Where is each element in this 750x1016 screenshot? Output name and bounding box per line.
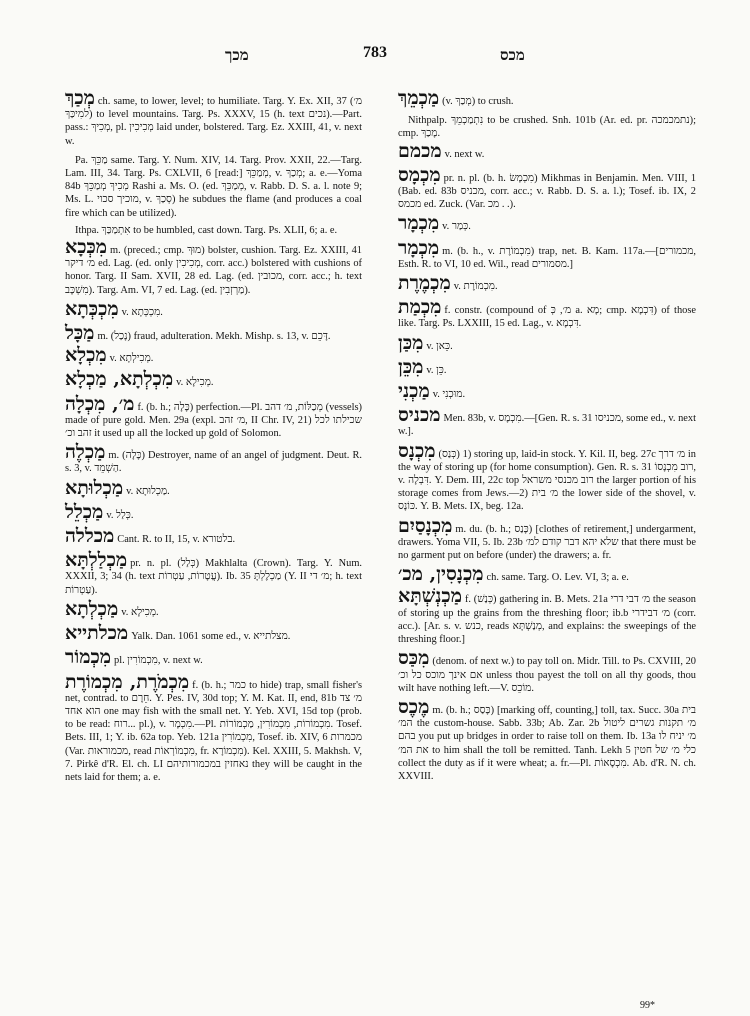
signature-mark: 99*: [640, 1000, 655, 1011]
dictionary-entry: [65, 500, 362, 523]
entry-headword: מַכְלַלְתָּא: [65, 549, 128, 572]
entry-headword: מַכְלְתָא: [65, 597, 119, 620]
dictionary-entry: [398, 272, 696, 295]
entry-definition: v. מְכִילְתָא.: [109, 353, 154, 365]
dictionary-entry: [65, 297, 362, 320]
entry-headword: מִכְמַת: [398, 296, 442, 319]
entry-headword: מַכְנְשְׁתָּא: [398, 585, 462, 608]
entry-definition: Cant. R. to II, 15, v. בלטורא.: [117, 534, 236, 546]
entry-definition: pl. מִכְמוֹרִין, v. next w.: [114, 655, 203, 667]
page-number: 783: [363, 44, 387, 61]
entry-definition: v. מְכִילָא.: [176, 377, 214, 389]
entry-headword: מַכְמֵךְ: [398, 87, 440, 109]
entry-headword: מִכְּכָא: [65, 236, 108, 259]
entry-headword: מִכְכְּתָא: [65, 297, 119, 320]
entry-headword: מִכֵּן: [398, 355, 424, 378]
dictionary-entry: [398, 163, 697, 212]
entry-definition: (v. מְכַךְ) to crush.: [442, 96, 514, 107]
entry-definition: v. מַכְלוּתָא.: [126, 485, 170, 497]
header-left-word: מכך: [225, 48, 249, 64]
entry-definition: Pa. מַכֵּךְ same. Targ. Y. Num. XIV, 14. Targ. Prov. XXII, 22.—Targ. Lam. III, 34. Targ. Ps. CXLVII, 6 [read:] מְמַכֵּךְ, v. מְכַךְ; a. e.—Yoma 84b מְכִיךְ מְמַכֵּךְ Rashi a. Ms. O. (ed. מְמַכֵּךְ, v. Rabb. D. S. a. l. note 9; Ms. L. מוכיך סכוי, v. סְכַךְ) he subdues the flame (and produces a coal fire which can be utilized).: [65, 154, 363, 219]
entry-headword: מִכַּס: [398, 647, 430, 670]
entry-definition: f. (b. h.; כמר to hide) trap, small fisher's net, contrad. to חֵרֶם. Y. Pes. IV, 30d top; Y. M. Kat. II, end, 81b מ׳ צד הוא אחד one may fish with the small net. Y. Yeb. XVI, 15d top (prob. to be read: רוח... pl.), v. מִכְמָר.—Pl. מִכְמוֹרוֹת, מִכְמוֹרִין, מַכְמוֹרוֹת. Tosef. Bets. III, 1; Y. ib. 62a top. Yeb. 121a מִכְמוֹרִין, Tosef. ib. XIV, 6 מכמרות (Var. מכמוראות, read מִכְמוֹרְאוֹת, fr. מִכְמוֹרָא). Kel. XXIII, 5. Makhsh. V, 7. Pirkê d'R. El. ch. LI נאחזין במכמורותיהם they will be caught in the nets laid for them; a. e.: [65, 679, 363, 783]
entry-headword: מִכְמָר: [398, 236, 440, 259]
entry-definition: ch. same, to lower, level; to humiliate. Targ. Y. Ex. XII, 37 (מ׳ למִיכַּךְ) to level mountains. Targ. Ps. XXXV, 15 (h. text נכים).—Part. pass.: מְכִיךְ, pl. מְכִיכִין laid under, bolstered. Targ. Ez. XXIII, 41, v. next w.: [65, 96, 362, 147]
dictionary-entry: [65, 670, 363, 785]
entry-definition: v. כֵּאן.: [426, 340, 453, 352]
entry-definition: Nithpalp. נִתְמַכְמֵךְ to be crushed. Snh. 101b (Ar. ed. pr. נתמכמכה); cmp. מָכַךְ.: [398, 115, 696, 140]
entry-definition: v. מְכִילָא.: [121, 606, 159, 618]
entry-definition: f. (כְּנַשׁ) gathering in. B. Mets. 21a מ׳ דבי דרי the season of storing up the grains from the threshing floor; ib.b מ׳ דבידרי (corr. acc.). [Ar. s. v. כנש, reads מְנַשְׁתָּא, and explains: the sweepings of the threshing floor.]: [398, 594, 697, 646]
dictionary-entry: [65, 368, 362, 391]
entry-headword: מַכְלֶה: [65, 441, 106, 464]
entry-headword: מִכְמֹרֶת, מִכְמוֹרֶת: [65, 670, 190, 693]
entry-headword: מִכְלָא: [65, 344, 107, 367]
entry-definition: pr. n. pl. (b. h. מִכְמָשׂ) Mikhmas in Benjamin. Men. VIII, 1 (Bab. ed. 83b מכניס, corr. acc.; v. Rabb. D. S. a. l.); Tosef. ib. IX, 2 מכמס ed. Zuck. (Var. מכ . .).: [398, 172, 697, 211]
entry-definition: m. (נָכַל) fraud, adulteration. Mekh. Mishp. s. 13, v. דָּכֵם.: [97, 331, 331, 343]
right-column: [398, 87, 697, 789]
dictionary-entry: [398, 404, 697, 438]
dictionary-entry: [65, 549, 363, 597]
entry-headword: מכמם: [398, 139, 442, 162]
dictionary-entry: [65, 87, 362, 148]
dictionary-entry: [398, 331, 696, 354]
entry-definition: v. מִכְכְּתָא.: [121, 306, 163, 318]
entry-definition: v. כְּמַר.: [442, 221, 471, 233]
dictionary-entry: [398, 585, 697, 646]
dictionary-entry: [398, 114, 696, 140]
dictionary-entry: [65, 597, 362, 620]
entry-headword: מכניס: [398, 404, 441, 427]
entry-definition: v. next w.: [444, 148, 485, 160]
entry-headword: מִכְלְתָא, מַכְלָא: [65, 368, 174, 391]
entry-definition: f. (b. h.; כָּלָה) perfection.—Pl. מְכַלּוֹת, מ׳ דהב (vessels) made of pure gold. Men. 29a (expl. מ׳ זהב, II Chr. IV, 21) שכילתו לכל זהב וכ׳ it used up all the locked up gold of Solomon.: [65, 401, 363, 440]
entry-headword: מַכָּל: [65, 322, 95, 345]
entry-headword: מְכַךְ: [65, 87, 95, 109]
entry-definition: m. (b. h., v. מִכְמוֹרֶת) trap, net. B. Kam. 117a.—[מכמורים, Esth. R. to VI, 10 ed. Wil., read מסמורים.]: [398, 245, 696, 270]
entry-headword: מִכְמֶרֶת: [398, 272, 451, 295]
dictionary-entry: [398, 212, 696, 235]
entry-headword: מִכְמוֹר: [65, 646, 112, 669]
left-column: [65, 87, 363, 790]
entry-headword: מַכְלוּתָא: [65, 476, 124, 499]
dictionary-entry: [398, 296, 696, 330]
entry-definition: v. כֵּן.: [426, 364, 447, 376]
dictionary-entry: [398, 87, 696, 109]
page-header: [0, 44, 750, 70]
dictionary-entry: [65, 344, 362, 367]
entry-headword: מ׳, מִכְלָה: [65, 392, 135, 415]
dictionary-entry: [398, 695, 697, 783]
entry-definition: Yalk. Dan. 1061 some ed., v. מצלתייא.: [131, 631, 291, 643]
dictionary-entry: [65, 646, 362, 669]
entry-headword: מִכְמָס: [398, 163, 441, 186]
entry-headword: מִכְמָר: [398, 212, 440, 235]
header-right-word: מכס: [500, 48, 525, 64]
dictionary-entry: [398, 236, 696, 271]
entry-headword: מַכְנִי: [398, 380, 430, 403]
entry-definition: ch. same. Targ. O. Lev. VI, 3; a. e.: [486, 572, 629, 584]
entry-definition: m. (כָּלָה) Destroyer, name of an angel of judgment. Deut. R. s. 3, v. הַשְׁמֵד.: [65, 450, 363, 475]
dictionary-entry: [398, 355, 696, 378]
dictionary-entry: [65, 441, 363, 475]
dictionary-entry: [398, 563, 696, 586]
entry-headword: מִכְנָס: [398, 439, 436, 462]
dictionary-entry: [65, 392, 363, 441]
dictionary-entry: [65, 154, 362, 220]
entry-definition: m. (b. h.; כָּסַס) [marking off, counting,] toll, tax. Succ. 30a בית המ׳ the custom-house. Sabb. 33b; Ab. Zar. 2b מ׳ תקנות גשרים ליטול בהם you put up bridges in order to raise toll on them. Ib. 13a מ׳ יניח לו את המ׳ to him shall the toll be remitted. Tanh. Lekh 5 כלי מ׳ של חטין collect the duty as if it were wheat; a. fr.—Pl. מִכְסָאוֹת. Ab. d'R. N. ch. XXVIII.: [398, 704, 697, 782]
entry-headword: מִכְנָסַיִם: [398, 514, 453, 537]
entry-headword: מכללה: [65, 525, 115, 548]
dictionary-entry: [398, 439, 697, 514]
entry-definition: f. constr. (compound of מ׳, כְּ a. מָא; cmp. דִּכְמָא) of those like. Targ. Ps. LXXIII, 15 ed. Lag., v. דִּכְמָא.: [398, 305, 696, 330]
dictionary-entry: [65, 224, 362, 237]
entry-headword: מִכַּן: [398, 331, 424, 354]
entry-definition: Ithpa. אִתְמַכַּךְ to be humbled, cast down. Targ. Ps. XLII, 6; a. e.: [75, 224, 338, 236]
entry-definition: (כְּנַס) 1) storing up, laid-in stock. Y. Kil. II, beg. 27c מ׳ דרך in the way of storing up (for home consumption). Gen. R. s. 31 רוב מִכְנָסוֹ, v. דִּבְלָה. Y. Dem. III, 22c top רוב מכנסי משראל the larger portion of his storage comes from Jews.—2) מ׳ בית the lower side of the shovel, v. כּוֹנָס. Y. B. Mets. IX, beg. 12a.: [398, 448, 697, 513]
dictionary-entry: [65, 476, 362, 499]
entry-definition: v. מוּכְנִי.: [432, 389, 466, 401]
entry-definition: v. מִכְמוֹרֶת.: [453, 281, 498, 293]
entry-definition: v. כְּלַל.: [106, 509, 134, 521]
entry-definition: m. (preced.; cmp. מוּךְ) bolster, cushion. Targ. Ez. XXIII, 41 מ׳ דיקר ed. Lag. (ed. only מְכִיכִין, corr. acc.) bolstered with cushions of honor. Targ. II Sam. XVII, 28 ed. Lag. (ed. מכובין, corr. acc.; h. text מִשְׁכָּב). Targ. Am. VI, 7 ed. Lag. (ed. מַרְזְבִין).: [65, 245, 363, 296]
entry-headword: מַכְלֵל: [65, 500, 104, 523]
dictionary-entry: [398, 139, 696, 162]
dictionary-entry: [65, 322, 362, 345]
entry-definition: (denom. of next w.) to pay toll on. Midr. Till. to Ps. CXVIII, 20 אם אינך מוכס כל וכ׳ unless thou payest the toll on all thy goods, thou wilt have nothing left.—V. מוֹכֵס.: [398, 656, 696, 694]
dictionary-entry: [398, 380, 696, 403]
dictionary-entry: [65, 236, 363, 297]
dictionary-entry: [65, 525, 362, 548]
entry-headword: מִכְנָסִין, מכ׳: [398, 563, 484, 586]
entry-headword: מכלתייא: [65, 622, 129, 645]
entry-definition: m. du. (b. h.; כָּנַס) [clothes of retirement,] undergarment, drawers. Yoma VII, 5. Ib. 23b שלא יהא דבר קודם למ׳ that there must be no garment put on before (under) the drawers; a. fr.: [398, 523, 696, 562]
dictionary-entry: [398, 647, 696, 695]
entry-headword: מֶכֶס: [398, 695, 430, 718]
entry-definition: pr. n. pl. (כְּלַל) Makhlalta (Crown). Targ. Y. Num. XXXII, 3; 34 (h. text עֲטָרוֹת, עַטְרוֹת). Ib. 35 מַכְלֶלְתָּ (Y. II מ׳ די; h. text עַטְרוֹת).: [65, 558, 363, 596]
dictionary-entry: [65, 622, 362, 645]
entry-definition: Men. 83b, v. מִכְמָס.—[Gen. R. s. 31 מכניסו, some ed., v. next w.].: [398, 413, 697, 438]
dictionary-entry: [398, 514, 696, 563]
